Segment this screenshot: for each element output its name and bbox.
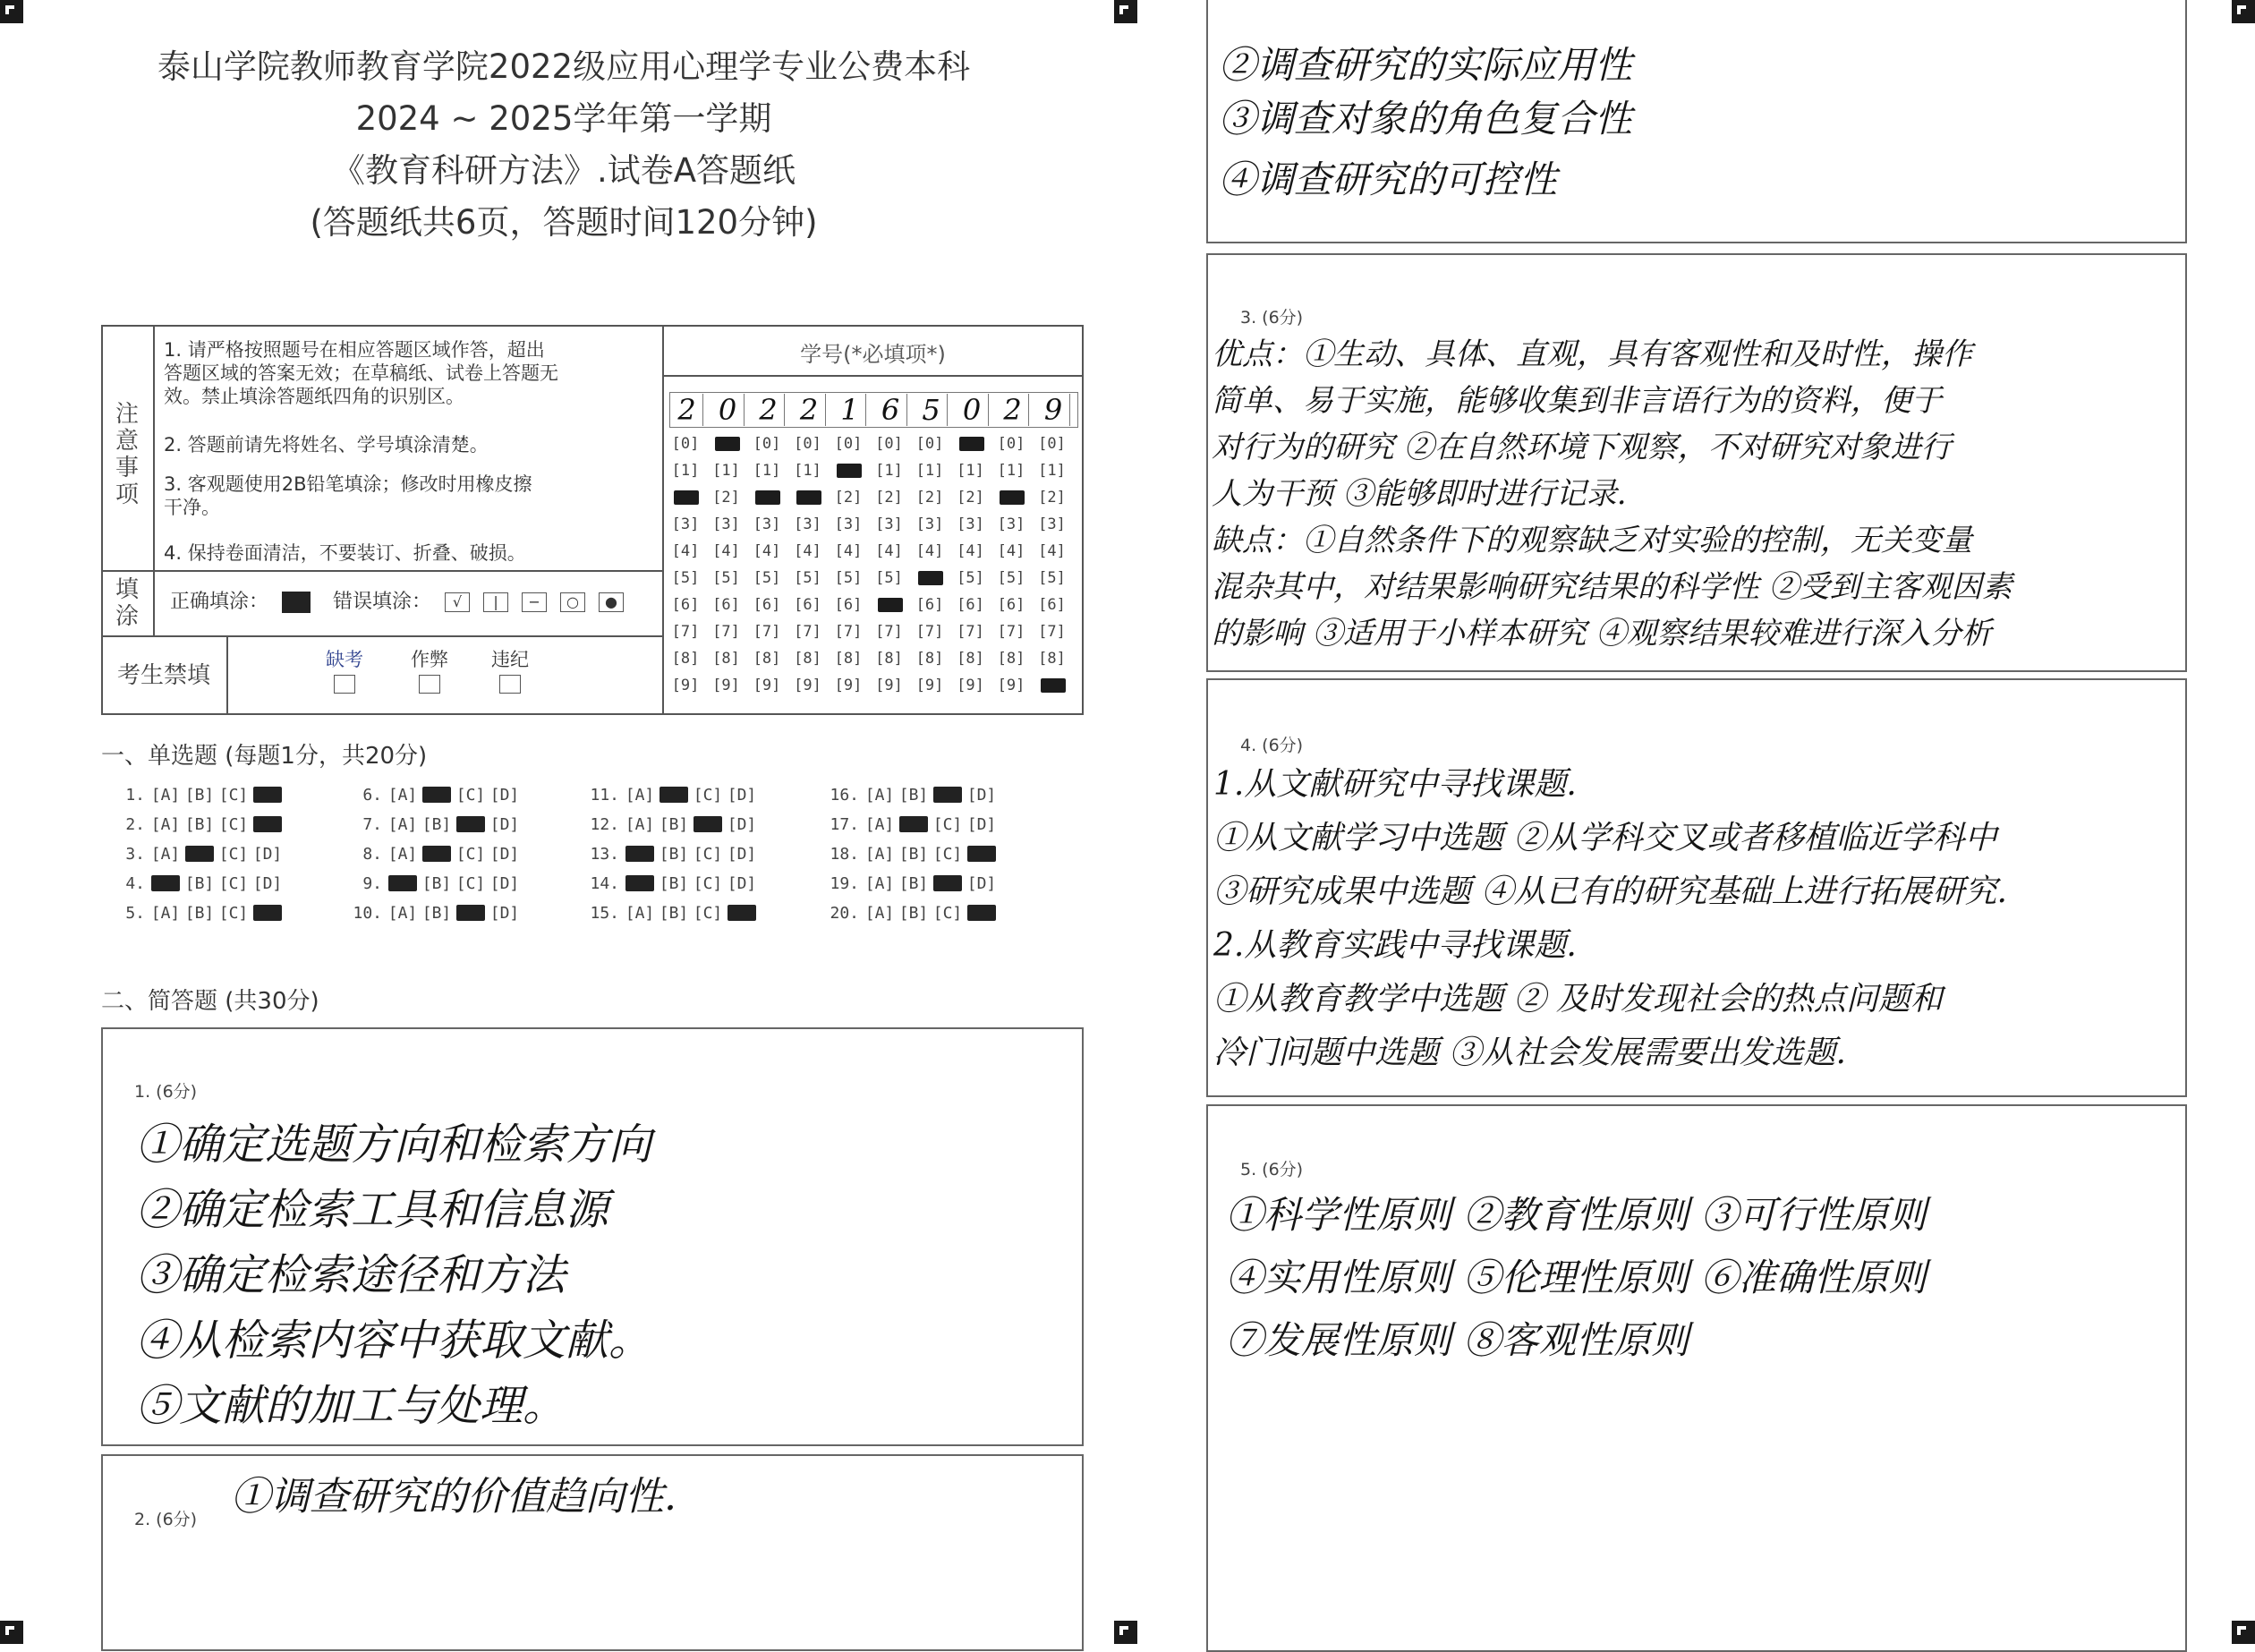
mc-option-bubble[interactable]: [B] — [898, 845, 929, 864]
mc-option-bubble[interactable]: [A] — [625, 815, 655, 834]
mc-option-bubble[interactable] — [623, 874, 657, 893]
mc-option-bubble[interactable]: [D] — [966, 786, 997, 805]
mc-question-number: 7. — [362, 815, 382, 834]
student-id-bubble[interactable]: [1] — [712, 462, 740, 480]
mc-option-bubble[interactable]: [D] — [489, 904, 520, 923]
mc-option-bubble[interactable]: [B] — [184, 904, 215, 923]
mc-option-bubble[interactable]: [D] — [727, 786, 757, 805]
student-id-digit: 9 — [1038, 394, 1070, 426]
student-id-bubble[interactable]: [8] — [753, 650, 781, 668]
q2-line-4: ④调查研究的可控性 — [1219, 158, 1558, 201]
student-id-bubble[interactable]: [7] — [957, 623, 984, 641]
student-id-bubble[interactable]: [4] — [997, 542, 1025, 560]
mc-option-bubble[interactable]: [C] — [218, 904, 249, 923]
student-id-digit: 0 — [957, 394, 989, 426]
student-id-bubble[interactable]: [1] — [794, 462, 821, 480]
q4-label: 4. (6分) — [1240, 736, 1304, 755]
exam-title-line3: 《教育科研方法》.试卷A答题纸 — [331, 151, 796, 190]
mc-option-bubble[interactable]: [B] — [421, 815, 452, 834]
mc-question-number: 3. — [125, 845, 145, 864]
mc-option-bubble[interactable]: [B] — [421, 874, 452, 893]
student-id-bubble[interactable]: [0] — [671, 435, 700, 453]
mc-option-bubble[interactable]: [B] — [659, 845, 689, 864]
mc-question-row — [107, 874, 285, 893]
student-id-title: 学号(*必填项*) — [800, 342, 946, 367]
mc-option-bubble[interactable] — [965, 845, 999, 864]
notice-item-1b: 答题区域的答案无效；在草稿纸、试卷上答题无 — [164, 362, 558, 384]
mc-option-bubble[interactable]: [B] — [184, 874, 215, 893]
q1-line-1: ①确定选题方向和检索方向 — [136, 1120, 652, 1170]
student-id-bubble[interactable]: [3] — [957, 515, 984, 533]
mc-option-bubble[interactable] — [251, 786, 285, 805]
student-id-bubble[interactable]: [0] — [753, 435, 781, 453]
student-id-bubble[interactable]: [1] — [997, 462, 1025, 480]
mc-option-bubble[interactable]: [A] — [387, 786, 418, 805]
student-id-bubble[interactable]: [0] — [834, 435, 863, 453]
q5-line-3: ⑦发展性原则 ⑧客观性原则 — [1226, 1318, 1689, 1362]
mc-question-row — [345, 874, 522, 893]
student-id-bubble[interactable]: [8] — [997, 650, 1025, 668]
student-id-bubble[interactable]: [4] — [834, 542, 863, 560]
student-id-bubble[interactable]: [5] — [671, 569, 700, 587]
student-id-bubble[interactable]: [3] — [997, 515, 1025, 533]
student-id-bubble[interactable]: [0] — [794, 435, 821, 453]
mc-option-bubble[interactable]: [C] — [693, 874, 723, 893]
notice-item-3a: 3. 客观题使用2B铅笔填涂；修改时用橡皮擦 — [164, 473, 532, 495]
q3-line-4: 人为干预 ③能够即时进行记录. — [1212, 476, 1627, 512]
mc-option-bubble[interactable] — [657, 786, 691, 805]
mc-option-bubble[interactable]: [C] — [932, 904, 963, 923]
mc-option-bubble[interactable]: [C] — [218, 786, 249, 805]
notice-item-1a: 1. 请严格按照题号在相应答题区域作答，超出 — [164, 339, 545, 361]
student-id-bubble[interactable]: [2] — [1038, 489, 1066, 507]
mc-option-bubble[interactable]: [D] — [489, 845, 520, 864]
corner-marker-top-middle — [1114, 0, 1137, 23]
student-id-bubble[interactable]: [8] — [712, 650, 740, 668]
wrong-sample-dash: − — [522, 592, 547, 612]
forbid-label: 考生禁填 — [116, 662, 210, 689]
mc-question-number: 10. — [353, 904, 382, 923]
student-id-bubble[interactable] — [792, 489, 824, 507]
q3-line-6: 混杂其中，对结果影响研究结果的科学性 ②受到主客观因素 — [1212, 569, 2012, 605]
student-id-bubble[interactable]: [6] — [915, 596, 944, 614]
mc-question-row — [345, 904, 522, 923]
student-id-bubble[interactable]: [7] — [794, 623, 821, 641]
mc-question-number: 2. — [125, 815, 145, 834]
student-id-bubble[interactable] — [995, 489, 1027, 507]
fill-label: 填涂 — [115, 576, 139, 630]
student-id-bubble[interactable]: [4] — [957, 542, 984, 560]
student-id-bubble[interactable]: [6] — [834, 596, 863, 614]
mc-option-bubble[interactable] — [454, 815, 488, 834]
section2-title: 二、简答题 (共30分) — [101, 988, 319, 1015]
student-id-bubble[interactable]: [2] — [915, 489, 944, 507]
student-id-digit: 2 — [753, 394, 785, 426]
student-id-bubble[interactable] — [914, 569, 946, 587]
q3-line-1: 优点：①生动、具体、直观，具有客观性和及时性，操作 — [1212, 336, 1972, 372]
mc-option-bubble[interactable]: [A] — [150, 845, 181, 864]
mc-option-bubble[interactable]: [A] — [864, 845, 895, 864]
student-id-bubble[interactable]: [3] — [834, 515, 863, 533]
mc-option-bubble[interactable]: [C] — [218, 815, 249, 834]
mc-question-row — [582, 786, 759, 805]
student-id-bubble[interactable]: [8] — [875, 650, 903, 668]
mc-question-number: 15. — [590, 904, 619, 923]
student-id-bubble[interactable]: [7] — [915, 623, 944, 641]
exam-title-line2: 2024 ~ 2025学年第一学期 — [355, 99, 772, 138]
student-id-bubble[interactable]: [5] — [957, 569, 984, 587]
mc-option-bubble[interactable]: [B] — [898, 874, 929, 893]
mc-question-number: 4. — [125, 874, 145, 893]
student-id-digit: 6 — [875, 394, 907, 426]
notice-item-3b: 干净。 — [164, 497, 220, 518]
student-id-bubble[interactable]: [6] — [1038, 596, 1066, 614]
student-id-bubble[interactable]: [2] — [712, 489, 740, 507]
corner-marker-top-left — [0, 0, 23, 23]
student-id-bubble[interactable]: [3] — [915, 515, 944, 533]
mc-question-number: 9. — [362, 874, 382, 893]
wrong-sample-circle: ○ — [560, 592, 585, 612]
mc-option-bubble[interactable]: [C] — [932, 815, 963, 834]
wrong-fill-label: 错误填涂： — [333, 591, 432, 613]
forbid-cheat: 作弊 — [407, 648, 452, 694]
q1-line-2: ②确定检索工具和信息源 — [136, 1185, 609, 1235]
mc-option-bubble[interactable] — [183, 845, 217, 864]
notice-item-4: 4. 保持卷面清洁，不要装订、折叠、破损。 — [164, 542, 526, 564]
student-id-bubble[interactable]: [5] — [794, 569, 821, 587]
mc-option-bubble[interactable]: [D] — [727, 815, 757, 834]
mc-question-row — [582, 874, 759, 893]
mc-option-bubble[interactable]: [A] — [150, 815, 181, 834]
mc-question-number: 12. — [590, 815, 619, 834]
exam-title-line1: 泰山学院教师教育学院2022级应用心理学专业公费本科 — [157, 47, 971, 86]
mc-question-number: 8. — [362, 845, 382, 864]
student-id-digit: 2 — [794, 394, 826, 426]
mc-question-number: 17. — [830, 815, 859, 834]
student-id-bubble[interactable]: [9] — [753, 677, 781, 694]
student-id-bubble[interactable]: [1] — [875, 462, 903, 480]
student-id-bubble[interactable]: [3] — [875, 515, 903, 533]
student-id-bubble[interactable]: [1] — [671, 462, 700, 480]
mc-option-bubble[interactable]: [A] — [864, 786, 895, 805]
student-id-bubble[interactable]: [8] — [794, 650, 821, 668]
student-id-bubble[interactable]: [3] — [753, 515, 781, 533]
mc-option-bubble[interactable]: [C] — [693, 904, 723, 923]
mc-question-row — [821, 874, 999, 893]
wrong-sample-bar: | — [483, 592, 508, 612]
mc-question-row — [821, 786, 999, 805]
q3-label: 3. (6分) — [1240, 308, 1304, 328]
q2-line-1: ①调查研究的价值趋向性. — [231, 1474, 676, 1520]
mc-option-bubble[interactable] — [251, 815, 285, 834]
student-id-bubble[interactable] — [711, 435, 743, 453]
mc-question-number: 13. — [590, 845, 619, 864]
student-id-bubble[interactable]: [7] — [834, 623, 863, 641]
mc-question-number: 20. — [830, 904, 859, 923]
student-id-bubble[interactable]: [5] — [712, 569, 740, 587]
student-id-bubble[interactable]: [1] — [957, 462, 984, 480]
mc-question-number: 5. — [125, 904, 145, 923]
q2-label: 2. (6分) — [134, 1510, 198, 1529]
mc-option-bubble[interactable] — [454, 904, 488, 923]
mc-question-row — [821, 815, 999, 834]
student-id-bubble[interactable] — [873, 596, 906, 614]
q1-line-3: ③确定检索途径和方法 — [136, 1250, 566, 1300]
q5-line-2: ④实用性原则 ⑤伦理性原则 ⑥准确性原则 — [1226, 1256, 1927, 1299]
mc-question-row — [107, 845, 285, 864]
q3-line-3: 对行为的研究 ②在自然环境下观察，不对研究对象进行 — [1212, 430, 1952, 465]
student-id-bubble[interactable]: [8] — [834, 650, 863, 668]
mc-option-bubble[interactable]: [A] — [150, 786, 181, 805]
mc-option-bubble[interactable]: [D] — [966, 874, 997, 893]
exam-title-line4: (答题纸共6页，答题时间120分钟) — [310, 203, 818, 242]
student-id-bubble[interactable]: [5] — [753, 569, 781, 587]
student-id-bubble[interactable]: [2] — [834, 489, 863, 507]
mc-option-bubble[interactable]: [A] — [150, 904, 181, 923]
corner-marker-bottom-left — [0, 1621, 23, 1644]
q4-line-6: 冷门问题中选题 ③从社会发展需要出发选题. — [1213, 1035, 1846, 1071]
mc-option-bubble[interactable]: [D] — [966, 815, 997, 834]
mc-option-bubble[interactable] — [386, 874, 420, 893]
mc-question-row — [107, 786, 285, 805]
mc-option-bubble[interactable] — [931, 874, 965, 893]
mc-option-bubble[interactable]: [B] — [184, 786, 215, 805]
wrong-sample-check: √ — [445, 592, 470, 612]
student-id-bubble[interactable]: [8] — [957, 650, 984, 668]
mc-option-bubble[interactable]: [C] — [693, 786, 723, 805]
mc-option-bubble[interactable]: [C] — [693, 845, 723, 864]
student-id-bubble[interactable]: [8] — [915, 650, 944, 668]
mc-option-bubble[interactable] — [691, 815, 725, 834]
correct-fill-label: 正确填涂： — [170, 591, 269, 613]
mc-option-bubble[interactable]: [C] — [218, 845, 249, 864]
student-id-bubble[interactable]: [4] — [753, 542, 781, 560]
q4-line-3: ③研究成果中选题 ④从已有的研究基础上进行拓展研究. — [1213, 873, 2007, 910]
wrong-sample-dot: ● — [599, 592, 624, 612]
student-id-bubble[interactable]: [1] — [753, 462, 781, 480]
mc-option-bubble[interactable]: [A] — [387, 904, 418, 923]
fill-example-row — [170, 591, 624, 614]
mc-option-bubble[interactable]: [C] — [218, 874, 249, 893]
mc-option-bubble[interactable]: [A] — [864, 815, 895, 834]
student-id-bubble[interactable]: [9] — [671, 677, 700, 694]
mc-option-bubble[interactable]: [B] — [898, 904, 929, 923]
mc-option-bubble[interactable]: [D] — [489, 786, 520, 805]
student-id-bubble[interactable]: [7] — [997, 623, 1025, 641]
student-id-bubble[interactable]: [7] — [671, 623, 700, 641]
q1-label: 1. (6分) — [134, 1082, 198, 1102]
mc-option-bubble[interactable]: [D] — [252, 845, 283, 864]
student-id-bubble[interactable]: [0] — [875, 435, 903, 453]
student-id-bubble[interactable]: [0] — [915, 435, 944, 453]
corner-marker-top-right — [2232, 0, 2255, 23]
student-id-bubble[interactable]: [1] — [915, 462, 944, 480]
student-id-bubble[interactable]: [5] — [834, 569, 863, 587]
student-id-digit: 1 — [834, 394, 866, 426]
student-id-bubble[interactable]: [9] — [997, 677, 1025, 694]
student-id-bubble[interactable]: [9] — [875, 677, 903, 694]
mc-question-number: 1. — [125, 786, 145, 805]
q5-label: 5. (6分) — [1240, 1160, 1304, 1179]
mc-option-bubble[interactable]: [D] — [489, 815, 520, 834]
mc-option-bubble[interactable]: [B] — [659, 904, 689, 923]
student-id-digit: 5 — [915, 394, 948, 426]
corner-marker-bottom-middle — [1114, 1621, 1137, 1644]
student-id-digit: 0 — [712, 394, 745, 426]
mc-option-bubble[interactable]: [A] — [864, 904, 895, 923]
student-id-bubble[interactable]: [6] — [753, 596, 781, 614]
student-id-bubble[interactable]: [5] — [875, 569, 903, 587]
student-id-bubble[interactable]: [7] — [1038, 623, 1066, 641]
student-id-bubble[interactable]: [5] — [1038, 569, 1066, 587]
student-id-bubble[interactable]: [8] — [1038, 650, 1066, 668]
mc-question-row — [582, 815, 759, 834]
q3-line-5: 缺点：①自然条件下的观察缺乏对实验的控制，无关变量 — [1212, 523, 1972, 558]
mc-option-bubble[interactable]: [A] — [864, 874, 895, 893]
mc-option-bubble[interactable]: [A] — [625, 786, 655, 805]
student-id-bubble[interactable] — [832, 462, 864, 480]
mc-option-bubble[interactable]: [A] — [387, 815, 418, 834]
notice-label: 注意事项 — [115, 401, 139, 508]
forbid-violation-checkbox[interactable] — [499, 675, 521, 694]
student-id-bubble[interactable]: [0] — [1038, 435, 1066, 453]
mc-question-row — [345, 845, 522, 864]
student-id-bubble[interactable]: [3] — [794, 515, 821, 533]
mc-option-bubble[interactable] — [897, 815, 931, 834]
mc-question-row — [345, 786, 522, 805]
mc-option-bubble[interactable]: [B] — [421, 904, 452, 923]
mc-question-number: 6. — [362, 786, 382, 805]
student-id-bubble[interactable]: [6] — [712, 596, 740, 614]
student-id-bubble[interactable]: [9] — [794, 677, 821, 694]
q2-line-3: ③调查对象的角色复合性 — [1219, 97, 1633, 141]
student-id-bubble[interactable] — [955, 435, 987, 453]
mc-option-bubble[interactable]: [B] — [898, 786, 929, 805]
forbid-absent: 缺考 — [322, 648, 367, 694]
student-id-bubble[interactable]: [6] — [794, 596, 821, 614]
student-id-bubble[interactable]: [9] — [712, 677, 740, 694]
q4-line-4: 2.从教育实践中寻找课题. — [1213, 927, 1577, 964]
student-id-bubble[interactable]: [2] — [957, 489, 984, 507]
mc-question-row — [821, 904, 999, 923]
mc-option-bubble[interactable] — [725, 904, 759, 923]
mc-option-bubble[interactable]: [B] — [659, 874, 689, 893]
mc-option-bubble[interactable] — [623, 845, 657, 864]
correct-fill-sample — [282, 592, 311, 613]
student-id-bubble[interactable] — [751, 489, 783, 507]
q1-line-4: ④从检索内容中获取文献。 — [136, 1316, 652, 1366]
q5-line-1: ①科学性原则 ②教育性原则 ③可行性原则 — [1226, 1193, 1927, 1237]
q4-line-2: ①从文献学习中选题 ②从学科交叉或者移植临近学科中 — [1213, 820, 1997, 856]
student-id-digit: 2 — [997, 394, 1029, 426]
mc-option-bubble[interactable]: [C] — [455, 874, 486, 893]
mc-option-bubble[interactable]: [D] — [727, 845, 757, 864]
mc-question-row — [107, 904, 285, 923]
q3-line-2: 简单、易于实施，能够收集到非言语行为的资料，便于 — [1212, 383, 1942, 419]
q4-line-5: ①从教育教学中选题 ② 及时发现社会的热点问题和 — [1213, 981, 1943, 1018]
student-id-bubble[interactable]: [7] — [753, 623, 781, 641]
mc-option-bubble[interactable]: [D] — [489, 874, 520, 893]
mc-question-row — [821, 845, 999, 864]
mc-option-bubble[interactable]: [D] — [727, 874, 757, 893]
mc-question-row — [107, 815, 285, 834]
mc-question-number: 19. — [830, 874, 859, 893]
mc-question-row — [582, 904, 759, 923]
notice-item-1c: 效。禁止填涂答题纸四角的识别区。 — [164, 386, 464, 407]
q2-line-2: ②调查研究的实际应用性 — [1219, 43, 1633, 87]
q1-line-5: ⑤文献的加工与处理。 — [136, 1381, 566, 1431]
mc-option-bubble[interactable]: [B] — [659, 815, 689, 834]
mc-option-bubble[interactable]: [D] — [252, 874, 283, 893]
mc-option-bubble[interactable] — [965, 904, 999, 923]
mc-question-number: 14. — [590, 874, 619, 893]
mc-option-bubble[interactable]: [B] — [184, 815, 215, 834]
mc-option-bubble[interactable]: [A] — [387, 845, 418, 864]
student-id-bubble[interactable]: [6] — [997, 596, 1025, 614]
mc-option-bubble[interactable] — [420, 845, 454, 864]
student-id-bubble[interactable]: [5] — [997, 569, 1025, 587]
mc-question-number: 16. — [830, 786, 859, 805]
mc-question-row — [345, 815, 522, 834]
notice-item-2: 2. 答题前请先将姓名、学号填涂清楚。 — [164, 434, 489, 456]
student-id-bubble[interactable]: [9] — [915, 677, 944, 694]
student-id-bubble[interactable]: [7] — [712, 623, 740, 641]
mc-option-bubble[interactable]: [C] — [932, 845, 963, 864]
forbid-cheat-checkbox[interactable] — [419, 675, 440, 694]
student-id-bubble[interactable]: [9] — [957, 677, 984, 694]
student-id-bubble[interactable]: [4] — [794, 542, 821, 560]
section1-title: 一、单选题 (每题1分，共20分) — [101, 743, 428, 770]
student-id-bubble[interactable] — [1036, 677, 1068, 694]
mc-question-row — [582, 845, 759, 864]
forbid-violation: 违纪 — [488, 648, 532, 694]
student-id-bubble[interactable]: [3] — [671, 515, 700, 533]
student-id-bubble[interactable]: [1] — [1038, 462, 1066, 480]
forbid-absent-checkbox[interactable] — [334, 675, 355, 694]
mc-option-bubble[interactable]: [A] — [625, 904, 655, 923]
student-id-bubble[interactable]: [2] — [875, 489, 903, 507]
student-id-bubble[interactable]: [6] — [671, 596, 700, 614]
student-id-bubble[interactable]: [4] — [875, 542, 903, 560]
mc-option-bubble[interactable] — [931, 786, 965, 805]
mc-option-bubble[interactable] — [149, 874, 183, 893]
student-id-bubble[interactable]: [9] — [834, 677, 863, 694]
q4-line-1: 1.从文献研究中寻找课题. — [1213, 766, 1577, 803]
student-id-bubble[interactable]: [4] — [1038, 542, 1066, 560]
student-id-bubble[interactable]: [3] — [712, 515, 740, 533]
mc-option-bubble[interactable]: [C] — [455, 786, 486, 805]
mc-option-bubble[interactable] — [251, 904, 285, 923]
student-id-bubble[interactable]: [4] — [712, 542, 740, 560]
mc-question-number: 11. — [590, 786, 619, 805]
mc-option-bubble[interactable]: [C] — [455, 845, 486, 864]
student-id-bubble[interactable]: [4] — [671, 542, 700, 560]
mc-question-number: 18. — [830, 845, 859, 864]
mc-option-bubble[interactable] — [420, 786, 454, 805]
student-id-bubble[interactable]: [3] — [1038, 515, 1066, 533]
student-id-bubble[interactable]: [7] — [875, 623, 903, 641]
corner-marker-bottom-right — [2232, 1621, 2255, 1644]
student-id-bubble[interactable]: [4] — [915, 542, 944, 560]
student-id-bubble[interactable]: [6] — [957, 596, 984, 614]
q3-line-7: 的影响 ③适用于小样本研究 ④观察结果较难进行深入分析 — [1212, 616, 1992, 651]
student-id-digit: 2 — [671, 394, 703, 426]
student-id-bubble[interactable] — [669, 489, 702, 507]
student-id-bubble[interactable]: [0] — [997, 435, 1025, 453]
student-id-bubble[interactable]: [8] — [671, 650, 700, 668]
